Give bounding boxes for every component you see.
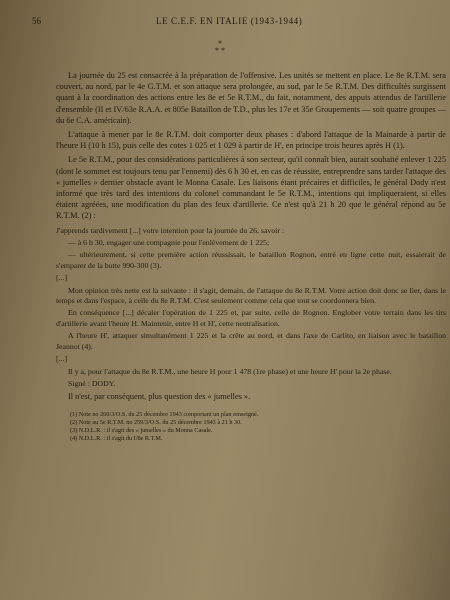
quote-line: Mon opinion très nette est la suivante : il s'agit, demain, de l'attaque du 8e R.T.M. Votre action doit donc se lier, dans le temps et dans l'espace, à celle du 8e R.T.M. C'est seulement comme cela que tout se coordonnera bien. bbox=[56, 285, 446, 306]
section-dinkus bbox=[200, 40, 240, 54]
closing-paragraph: Il n'est, par conséquent, plus question des « jumelles ». bbox=[68, 392, 251, 402]
paragraph-2: L'attaque à mener par le 8e R.T.M. doit comporter deux phases : d'abord l'attaque de la Mainarde à partir de l'heure H (10 h 15), puis celle des cotes 1 025 et 1 029 à partir de H', en principe trois heures après H (1). bbox=[56, 130, 446, 151]
quote-line: — à 6 h 30, engager une compagnie pour l'enlèvement de 1 225; bbox=[68, 238, 270, 248]
quote-line: En conséquence [...] décaler l'opération de 1 225 et, par suite, celle de Rognon. Englober votre terrain dans les tirs d'artillerie avant l'heure H. Maintenir, entre H et H', cette neutralisation. bbox=[56, 308, 446, 328]
page-header bbox=[26, 12, 438, 26]
running-title: LE C.E.F. EN ITALIE (1943-1944) bbox=[156, 16, 303, 26]
quoted-message bbox=[56, 226, 446, 390]
footnote: (3) N.D.L.R. : il s'agit des « jumelles » du Monna Casale. bbox=[70, 426, 213, 434]
footnote: (4) N.D.L.R. : il s'agit du I/8e R.T.M. bbox=[70, 434, 163, 442]
quote-line: A l'heure H', attaquer simultanément 1 225 et la crête au nord, et dans l'axe de Carlito, en liaison avec le bataillon Jeannot (4). bbox=[56, 331, 446, 351]
page-number: 56 bbox=[32, 16, 41, 26]
quote-line: — ultérieurement, si cette première action réussissait, le bataillon Rognon, entré en ligne cette nuit, essaierait de s'emparer de la butte 990-300 (3). bbox=[56, 250, 446, 270]
dinkus-top: * bbox=[218, 39, 222, 48]
signature: Signé : DODY. bbox=[68, 378, 116, 388]
paragraph-3: Le 5e R.T.M., pour des considérations particulières à son secteur, qu'il connaît bien, aurait souhaité enlever 1 225 (dont le sommet est toujours tenu par l'ennemi) dès 6 h 30 et, en cas de réussite, entreprendre sans tarder l'attaque des « jumelles » dernier obstacle avant le Monna Casale. Les liaisons étant précaires et difficiles, le général Dody n'est informé que très tard des intentions du colonel commandant le 5e R.T.M., intentions qui impliqueraient, si elles étaient agréées, une modification du plan des feux d'artillerie. Ce n'est qu'à 21 h 20 que le général répond au 5e R.T.M. (2) : bbox=[56, 155, 446, 221]
footnote: (2) Note au 5e R.T.M. no 259/3/O.S. du 25 décembre 1943 à 21 h 30. bbox=[70, 418, 242, 426]
quote-line: Il y a, pour l'attaque du 8e R.T.M., une heure H pour 1 478 (1re phase) et une heure H' pour la 2e phase. bbox=[68, 366, 392, 376]
quote-line: [...] bbox=[56, 354, 68, 364]
paragraph-1: La journée du 25 est consacrée à la préparation de l'offensive. Les unités se mettent en place. Le 8e R.T.M. sera couvert, au nord, par le 4e G.T.M. et son attaque sera prolongée, au sud, par le 5e R.T.M. Des difficultés surgissent quant à la coordination des actions entre les 8e et 5e R.T.M., du fait, notamment, des appuis attendus de l'artillerie d'ensemble (II et IV/63e R.A.A. et 805e Bataillon de T.D., plus les 17e et 35e Groupements — soit quatre groupes — du 6e C.A. américain). bbox=[56, 71, 446, 125]
footnote: (1) Note no 260/3/O.S. du 25 décembre 1943 comportant un plan renseigné. bbox=[70, 410, 259, 418]
page-body bbox=[56, 70, 446, 443]
dinkus-bottom: * * bbox=[215, 46, 225, 55]
quote-line: [...] bbox=[56, 273, 68, 283]
footnotes bbox=[56, 411, 446, 443]
quote-line: J'apprends tardivement [...] votre intention pour la journée du 26, savoir : bbox=[56, 225, 285, 235]
